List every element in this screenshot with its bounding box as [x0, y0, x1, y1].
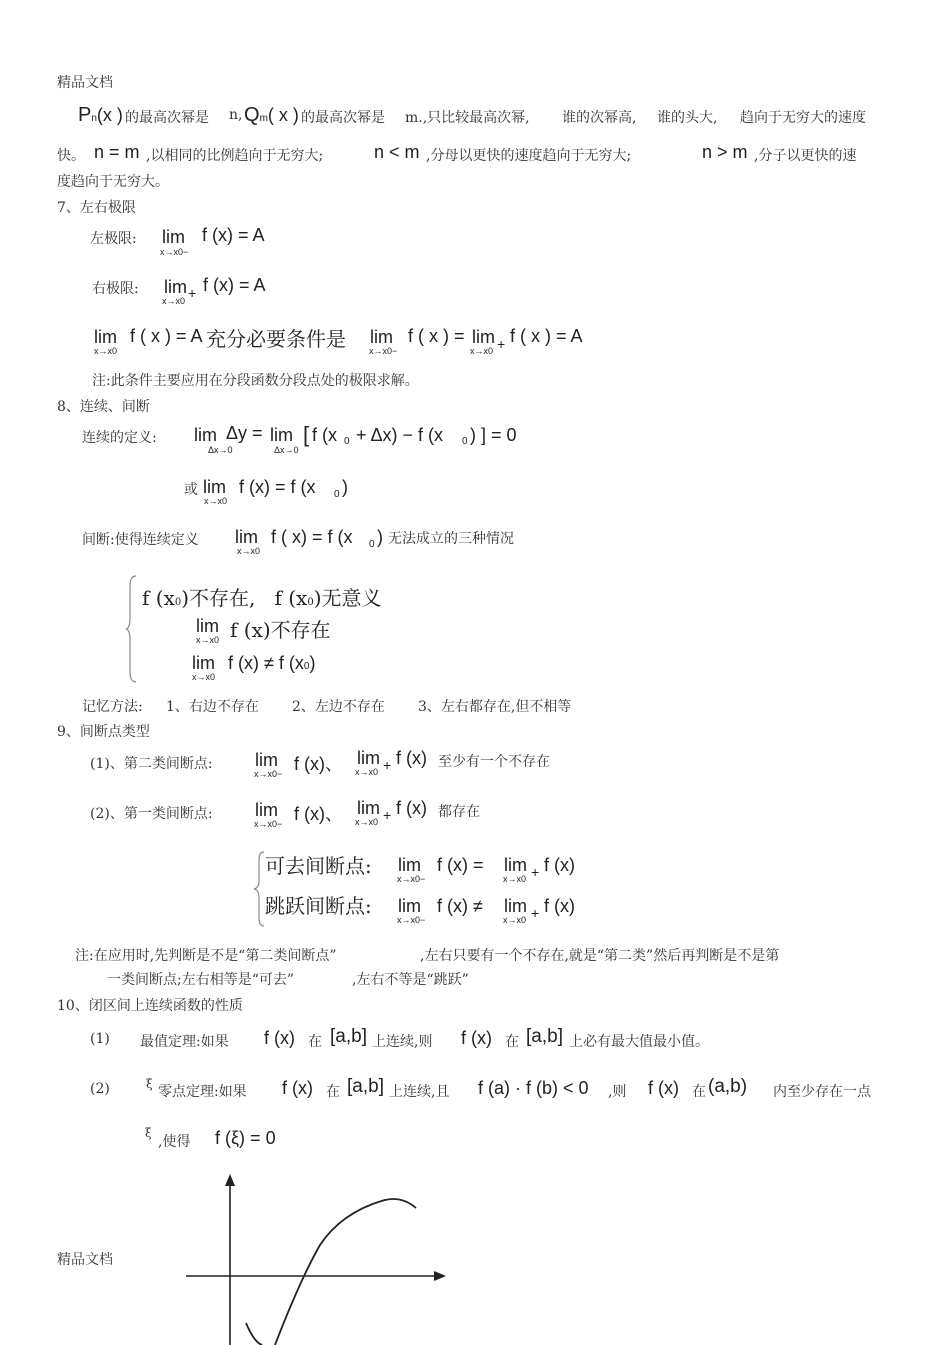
p2-text-a: 零点定理:如果: [158, 1084, 247, 1100]
p2-text-e: 在: [692, 1084, 706, 1100]
right-limit-expr: f (x) = A: [203, 275, 266, 295]
section-9-note-3: 一类间断点;左右相等是“可去”: [107, 972, 295, 988]
lim-k2-sub-2: x→x0: [355, 767, 379, 777]
p2-text-c: 上连续,且: [389, 1084, 450, 1100]
lim-jump-word-1: lim: [398, 896, 421, 916]
page-footer: 精品文档: [57, 1252, 113, 1268]
n-gt-m: n > m: [702, 142, 748, 162]
lim-left-word: lim: [162, 227, 185, 247]
section-8-title: 8、连续、间断: [57, 399, 150, 415]
lim-or-sub: x→x0: [204, 496, 228, 506]
lim-jump-sub-1: x→x0−: [397, 915, 426, 925]
lim-right-sub: x→x0: [162, 296, 186, 306]
lim-disc-word: lim: [235, 527, 258, 547]
p1-text-a: 最值定理:如果: [140, 1034, 229, 1050]
p1-text-b: 在: [308, 1034, 322, 1050]
left-limit-label: 左极限:: [90, 231, 137, 247]
intro-text-1: 的最高次幂是: [125, 110, 209, 126]
p2-open-interval: (a,b): [708, 1076, 748, 1097]
intro-line2-d: ,分子以更快的速: [754, 148, 857, 164]
first-kind-label: (2)、第一类间断点:: [90, 806, 213, 822]
p1-f: f (x): [264, 1028, 295, 1048]
pn-symbol: P: [78, 104, 92, 126]
n-lt-m: n < m: [374, 142, 420, 162]
zero-theorem-graph: [180, 1170, 460, 1345]
lim-right-word: lim: [164, 277, 187, 297]
lim-k2-word-2: lim: [357, 748, 380, 768]
qm-sub: m: [259, 113, 268, 124]
memory-1: 1、右边不存在: [166, 699, 259, 715]
p2-text-b: 在: [326, 1084, 340, 1100]
lim-k2-word-1: lim: [255, 750, 278, 770]
p2-xi-2: ξ: [145, 1126, 152, 1140]
p1-f2: f (x): [461, 1028, 492, 1048]
lim-cond-sub-3: x→x0: [470, 346, 494, 356]
or-expr: f (x) = f (x: [239, 477, 316, 497]
lim-cond-word-2: lim: [370, 327, 393, 347]
lim-jump-word-2: lim: [504, 896, 527, 916]
jump-label: 跳跃间断点:: [265, 894, 372, 918]
n-eq-m: n = m: [94, 142, 140, 162]
first-kind-expr-1: f (x)、: [294, 804, 343, 824]
lim-cont-sub-2: Δx→0: [274, 445, 299, 455]
intro-text-6: 谁的头大,: [657, 110, 718, 126]
lim-rem-word-2: lim: [504, 855, 527, 875]
lim-case3-sub: x→x0: [192, 672, 216, 682]
intro-line2-b: ,以相同的比例趋向于无穷大;: [146, 148, 324, 164]
x0-sub-c: 0: [334, 489, 340, 500]
p2-f2: f (x): [648, 1078, 679, 1098]
intro-text-7: 趋向于无穷大的速度: [740, 110, 866, 126]
lim-cond-word: lim: [94, 327, 117, 347]
lim-cond-word-3: lim: [472, 327, 495, 347]
p1-interval: [a,b]: [330, 1026, 367, 1047]
second-kind-expr-2: f (x): [396, 748, 427, 768]
cont-expr-a: Δy =: [226, 423, 263, 443]
discontinuity-label: 间断:使得连续定义: [82, 532, 199, 548]
lim-rem-word-1: lim: [398, 855, 421, 875]
first-kind-expr-2: f (x): [396, 798, 427, 818]
cont-expr-d: ) ] = 0: [470, 425, 517, 445]
qm-expr: [244, 104, 299, 127]
case-3: f (x) ≠ f (x0): [228, 653, 316, 673]
p2-equation: f (ξ) = 0: [215, 1128, 276, 1148]
x0-sub-d: 0: [369, 539, 375, 550]
lim-or-word: lim: [203, 477, 226, 497]
intro-text-5: 谁的次幂高,: [562, 110, 637, 126]
section-7-note: 注:此条件主要应用在分段函数分段点处的极限求解。: [92, 373, 419, 389]
lim-k2-sub-1: x→x0−: [254, 769, 283, 779]
intro-line-3: 度趋向于无穷大。: [57, 174, 169, 190]
p1-text-c: 上连续,则: [372, 1034, 433, 1050]
lim-k1-sub-2: x→x0: [355, 817, 379, 827]
jump-expr-1: f (x) ≠: [437, 896, 483, 916]
memory-3: 3、左右都存在,但不相等: [418, 699, 572, 715]
lim-rem-sub-2: x→x0: [503, 874, 527, 884]
intro-text-2: n,: [229, 107, 243, 123]
lim-cont-word-2: lim: [270, 425, 293, 445]
case-1: f (x0)不存在, f (x0)无意义: [142, 586, 382, 610]
intro-line2-c: ,分母以更快的速度趋向于无穷大;: [426, 148, 632, 164]
lim-left-sub: x→x0−: [160, 247, 189, 257]
p2-text-h: ,使得: [158, 1134, 191, 1150]
p1-text-e: 上必有最大值最小值。: [569, 1034, 709, 1050]
cases-brace: [124, 574, 140, 684]
cond-text: 充分必要条件是: [206, 327, 346, 351]
section-9-note-4: ,左右不等是“跳跃”: [352, 972, 469, 988]
lim-rem-sub-1: x→x0−: [397, 874, 426, 884]
p2-f: f (x): [282, 1078, 313, 1098]
plus-sign-2: +: [497, 336, 506, 352]
memory-label: 记忆方法:: [82, 699, 143, 715]
jump-expr-2: f (x): [544, 896, 575, 916]
cond-rhs-2: f ( x ) = A: [510, 326, 583, 346]
function-curve: [246, 1199, 416, 1345]
cont-expr-b: f (x: [312, 425, 337, 445]
section-9-note-1: 注:在应用时,先判断是不是“第二类间断点”: [75, 948, 337, 964]
qm-symbol: Q: [244, 104, 260, 126]
lim-disc-sub: x→x0: [237, 546, 261, 556]
lim-case2-sub: x→x0: [196, 635, 220, 645]
p1-number: (1): [90, 1031, 110, 1047]
disc-expr-end: ): [377, 527, 383, 547]
lim-case3-word: lim: [192, 653, 215, 673]
memory-2: 2、左边不存在: [292, 699, 385, 715]
pn-sub: n: [91, 113, 97, 124]
p2-interval: [a,b]: [347, 1076, 384, 1097]
cond-rhs-1: f ( x ) =: [408, 326, 465, 346]
or-label: 或: [184, 482, 198, 498]
second-kind-label: (1)、第二类间断点:: [90, 756, 213, 772]
second-kind-text: 至少有一个不存在: [438, 754, 550, 770]
disc-text: 无法成立的三种情况: [388, 531, 514, 547]
section-9-note-2: ,左右只要有一个不存在,就是“第二类”然后再判断是不是第: [420, 948, 780, 964]
removable-expr-1: f (x) =: [437, 855, 484, 875]
section-10-title: 10、闭区间上连续函数的性质: [57, 998, 243, 1014]
x0-sub-b: 0: [462, 436, 468, 447]
left-limit-expr: f (x) = A: [202, 225, 265, 245]
intro-line2-a: 快。: [57, 148, 85, 164]
plus-sign-rem: +: [531, 864, 540, 880]
p1-text-d: 在: [505, 1034, 519, 1050]
or-expr-end: ): [342, 477, 348, 497]
lim-cont-sub: Δx→0: [208, 445, 233, 455]
section-9-title: 9、间断点类型: [57, 724, 150, 740]
section-7-title: 7、左右极限: [57, 200, 136, 216]
removable-expr-2: f (x): [544, 855, 575, 875]
p1-interval-2: [a,b]: [526, 1026, 563, 1047]
intro-text-3: 的最高次幂是: [301, 110, 385, 126]
p2-text-g: 内至少存在一点: [773, 1084, 871, 1100]
lim-cond-sub-2: x→x0−: [369, 346, 398, 356]
p2-product: f (a) · f (b) < 0: [478, 1078, 589, 1098]
intro-text-4: m.,只比较最高次幂,: [405, 110, 530, 126]
lim-k1-word-1: lim: [255, 800, 278, 820]
right-limit-label: 右极限:: [92, 281, 139, 297]
page-header: 精品文档: [57, 75, 113, 91]
p2-xi: ξ: [146, 1077, 153, 1091]
p2-number: (2): [90, 1081, 110, 1097]
second-kind-expr-1: f (x)、: [294, 754, 343, 774]
removable-label: 可去间断点:: [265, 854, 372, 878]
plus-sign-jump: +: [531, 905, 540, 921]
first-kind-text: 都存在: [438, 804, 480, 820]
qm-arg: ( x ): [267, 105, 299, 125]
plus-sign-k1: +: [383, 807, 392, 823]
continuity-label: 连续的定义:: [82, 430, 157, 446]
lim-case2-word: lim: [196, 616, 219, 636]
intro-line-1: [78, 104, 123, 127]
lim-k1-sub-1: x→x0−: [254, 819, 283, 829]
lim-jump-sub-2: x→x0: [503, 915, 527, 925]
lim-k1-word-2: lim: [357, 798, 380, 818]
lim-cont-word: lim: [194, 425, 217, 445]
disc-expr: f ( x) = f (x: [271, 527, 353, 547]
p2-text-d: ,则: [608, 1084, 627, 1100]
y-axis: [225, 1174, 235, 1345]
lim-cond-sub: x→x0: [94, 346, 118, 356]
case-2: f (x)不存在: [230, 618, 331, 642]
plus-sign-k2: +: [383, 757, 392, 773]
cont-expr-c: + Δx) − f (x: [356, 425, 444, 445]
x-axis: [186, 1271, 446, 1281]
x0-sub-a: 0: [344, 436, 350, 447]
pn-arg: (x ): [96, 105, 123, 125]
bracket-open: [: [303, 422, 310, 447]
plus-sign: +: [188, 285, 197, 301]
cond-lhs: f ( x ) = A: [130, 326, 203, 346]
